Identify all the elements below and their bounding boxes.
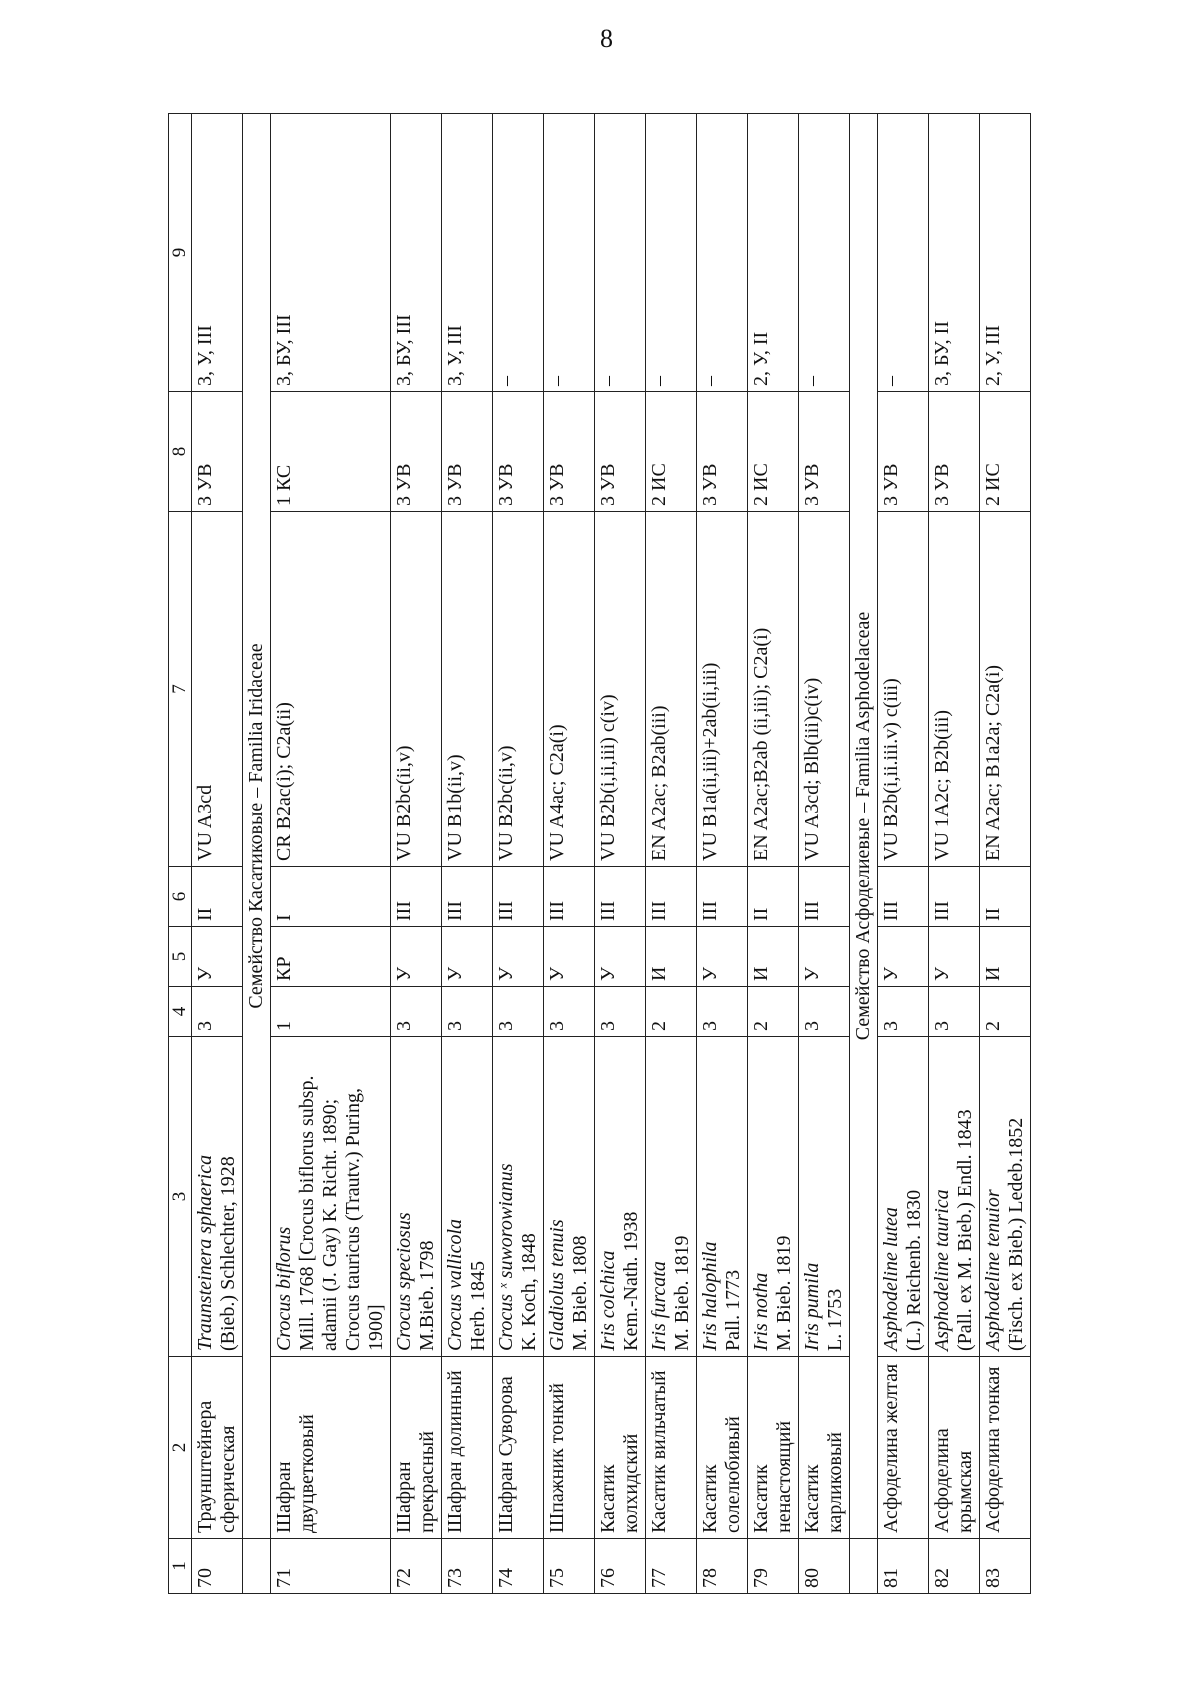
cell-c9: – <box>646 114 697 392</box>
latin-binomial: Iris pumila <box>801 1262 823 1351</box>
table-row <box>878 114 929 1594</box>
cell-c5: И <box>748 927 799 987</box>
latin-authority: M. Bieb. 1819 <box>671 1235 693 1351</box>
cell-c7: EN A2ac;B2ab (ii,iii); C2a(i) <box>748 512 799 867</box>
family-title: Семейство Асфоделиевые – Familia Asphodelaceae <box>850 114 878 1539</box>
latin-authority: M. Bieb. 1808 <box>569 1235 591 1351</box>
russian-name: Шпажник тонкий <box>544 1357 595 1539</box>
row-number: 83 <box>980 1539 1031 1594</box>
cell-c4: 2 <box>980 987 1031 1037</box>
cell-c5: У <box>493 927 544 987</box>
cell-c7: VU B1b(ii,v) <box>442 512 493 867</box>
col-header: 7 <box>169 512 192 867</box>
latin-binomial: Iris colchica <box>597 1250 619 1351</box>
col-header: 9 <box>169 114 192 392</box>
cell-c6: III <box>929 867 980 927</box>
cell-c4: 1 <box>271 987 391 1037</box>
cell-c7: VU B1a(ii,iii)+2ab(ii,iii) <box>697 512 748 867</box>
latin-binomial: Iris notha <box>750 1272 772 1351</box>
latin-authority: Herb. 1845 <box>467 1261 489 1351</box>
latin-name <box>929 1037 980 1357</box>
cell-c4: 3 <box>929 987 980 1037</box>
russian-name: Шафран Суворова <box>493 1357 544 1539</box>
cell-c8: 3 УВ <box>595 392 646 512</box>
cell-c4: 3 <box>799 987 850 1037</box>
col-header: 1 <box>169 1539 192 1594</box>
latin-authority: (Fisch. ex Bieb.) Ledeb.1852 <box>1005 1117 1027 1351</box>
russian-name: Касатик карликовый <box>799 1357 850 1539</box>
cell-c7: VU B2bc(ii,v) <box>391 512 442 867</box>
latin-binomial: Crocus speciosus <box>393 1212 415 1351</box>
cell-c7: CR B2ac(i); C2a(ii) <box>271 512 391 867</box>
russian-name: Касатик колхидский <box>595 1357 646 1539</box>
russian-name: Касатик солелюбивый <box>697 1357 748 1539</box>
cell-c8: 3 УВ <box>493 392 544 512</box>
latin-authority: (Bieb.) Schlechter, 1928 <box>217 1156 239 1351</box>
cell-c5: КР <box>271 927 391 987</box>
cell-c9: – <box>595 114 646 392</box>
russian-name: Шафран двуцветковый <box>271 1357 391 1539</box>
cell-c7: VU 1A2c; B2b(iii) <box>929 512 980 867</box>
cell-c9: 2, У, III <box>980 114 1031 392</box>
table-row <box>192 114 243 1594</box>
table-row <box>595 114 646 1594</box>
col-header: 6 <box>169 867 192 927</box>
latin-name <box>442 1037 493 1357</box>
rotated-table-container <box>168 114 1027 1594</box>
row-number: 81 <box>878 1539 929 1594</box>
row-number: 71 <box>271 1539 391 1594</box>
latin-name <box>799 1037 850 1357</box>
red-book-table <box>168 113 1031 1594</box>
latin-name <box>980 1037 1031 1357</box>
table-row <box>442 114 493 1594</box>
cell-c9: – <box>878 114 929 392</box>
cell-c6: I <box>271 867 391 927</box>
cell-c5: И <box>646 927 697 987</box>
latin-name <box>391 1037 442 1357</box>
table-row <box>493 114 544 1594</box>
cell-c9: 3, У, III <box>442 114 493 392</box>
table-row <box>748 114 799 1594</box>
family-row <box>243 114 271 1594</box>
family-row-spacer <box>850 1539 878 1594</box>
cell-c4: 2 <box>748 987 799 1037</box>
cell-c6: II <box>192 867 243 927</box>
latin-name <box>878 1037 929 1357</box>
cell-c5: У <box>595 927 646 987</box>
russian-name: Асфоделина желтая <box>878 1357 929 1539</box>
row-number: 75 <box>544 1539 595 1594</box>
russian-name: Шафран прекрасный <box>391 1357 442 1539</box>
cell-c8: 3 УВ <box>878 392 929 512</box>
row-number: 74 <box>493 1539 544 1594</box>
russian-name: Касатик вильчатый <box>646 1357 697 1539</box>
cell-c8: 3 УВ <box>544 392 595 512</box>
cell-c6: III <box>697 867 748 927</box>
cell-c5: У <box>544 927 595 987</box>
cell-c5: У <box>697 927 748 987</box>
latin-binomial: Asphodeline tenuior <box>982 1189 1004 1351</box>
family-row <box>850 114 878 1594</box>
cell-c8: 3 УВ <box>442 392 493 512</box>
cell-c6: III <box>646 867 697 927</box>
latin-binomial: Gladiolus tenuis <box>546 1219 568 1351</box>
cell-c7: VU A3cd <box>192 512 243 867</box>
cell-c8: 3 УВ <box>391 392 442 512</box>
cell-c7: VU B2bc(ii,v) <box>493 512 544 867</box>
cell-c9: – <box>697 114 748 392</box>
table-body <box>192 114 1031 1594</box>
latin-authority: M. Bieb. 1819 <box>773 1235 795 1351</box>
cell-c7: VU A3cd; Blb(iii)c(iv) <box>799 512 850 867</box>
russian-name: Асфоделина тонкая <box>980 1357 1031 1539</box>
cell-c4: 3 <box>442 987 493 1037</box>
latin-authority: Pall. 1773 <box>722 1269 744 1351</box>
cell-c5: У <box>192 927 243 987</box>
cell-c6: III <box>595 867 646 927</box>
row-number: 82 <box>929 1539 980 1594</box>
col-header: 2 <box>169 1357 192 1539</box>
column-number-header-row <box>169 114 192 1594</box>
cell-c5: И <box>980 927 1031 987</box>
cell-c8: 3 УВ <box>929 392 980 512</box>
table-row <box>697 114 748 1594</box>
cell-c9: – <box>799 114 850 392</box>
latin-authority: Mill. 1768 [Crocus biflorus subsp. adamii (J. Gay) K. Richt. 1890; Crocus tauricus (Trautv.) Puring, 1900] <box>296 1075 387 1351</box>
latin-name <box>646 1037 697 1357</box>
cell-c8: 3 УВ <box>697 392 748 512</box>
cell-c8: 2 ИС <box>646 392 697 512</box>
latin-binomial: Crocus ˣ suworowianus <box>495 1163 517 1351</box>
cell-c9: 2, У, II <box>748 114 799 392</box>
cell-c6: II <box>748 867 799 927</box>
cell-c8: 2 ИС <box>980 392 1031 512</box>
family-row-spacer <box>243 1539 271 1594</box>
latin-name <box>697 1037 748 1357</box>
cell-c6: III <box>799 867 850 927</box>
russian-name: Касатик ненастоящий <box>748 1357 799 1539</box>
cell-c6: III <box>391 867 442 927</box>
latin-authority: (Pall. ex M. Bieb.) Endl. 1843 <box>954 1109 976 1351</box>
col-header: 4 <box>169 987 192 1037</box>
latin-authority: M.Bieb. 1798 <box>416 1240 438 1351</box>
table-row <box>391 114 442 1594</box>
table-row <box>799 114 850 1594</box>
row-number: 70 <box>192 1539 243 1594</box>
cell-c7: EN A2ac; B1a2a; C2a(i) <box>980 512 1031 867</box>
cell-c5: У <box>878 927 929 987</box>
row-number: 77 <box>646 1539 697 1594</box>
cell-c9: 3, БУ, III <box>271 114 391 392</box>
row-number: 78 <box>697 1539 748 1594</box>
latin-authority: K. Koch, 1848 <box>518 1233 540 1351</box>
cell-c6: III <box>442 867 493 927</box>
cell-c5: У <box>799 927 850 987</box>
russian-name: Траунштейнера сферическая <box>192 1357 243 1539</box>
row-number: 72 <box>391 1539 442 1594</box>
latin-binomial: Iris furcata <box>648 1261 670 1351</box>
latin-name <box>271 1037 391 1357</box>
latin-authority: (L.) Reichenb. 1830 <box>903 1189 925 1351</box>
cell-c6: III <box>544 867 595 927</box>
col-header: 5 <box>169 927 192 987</box>
cell-c4: 3 <box>192 987 243 1037</box>
cell-c4: 3 <box>697 987 748 1037</box>
cell-c4: 2 <box>646 987 697 1037</box>
cell-c4: 3 <box>391 987 442 1037</box>
cell-c7: VU B2b(i,ii.iii.v) c(iii) <box>878 512 929 867</box>
cell-c8: 1 КС <box>271 392 391 512</box>
col-header: 8 <box>169 392 192 512</box>
cell-c5: У <box>442 927 493 987</box>
table-row <box>929 114 980 1594</box>
table-row <box>544 114 595 1594</box>
row-number: 80 <box>799 1539 850 1594</box>
latin-name <box>748 1037 799 1357</box>
cell-c6: III <box>878 867 929 927</box>
cell-c4: 3 <box>878 987 929 1037</box>
cell-c9: – <box>544 114 595 392</box>
latin-binomial: Traunsteinera sphaerica <box>194 1154 216 1351</box>
cell-c6: II <box>980 867 1031 927</box>
cell-c8: 3 УВ <box>799 392 850 512</box>
cell-c5: У <box>929 927 980 987</box>
cell-c5: У <box>391 927 442 987</box>
russian-name: Шафран долинный <box>442 1357 493 1539</box>
table-row <box>980 114 1031 1594</box>
cell-c7: VU A4ac; C2a(i) <box>544 512 595 867</box>
latin-binomial: Crocus vallicola <box>444 1218 466 1351</box>
cell-c7: VU B2b(i,ii,iii) c(iv) <box>595 512 646 867</box>
row-number: 76 <box>595 1539 646 1594</box>
latin-authority: L. 1753 <box>824 1288 846 1351</box>
table-row <box>646 114 697 1594</box>
cell-c9: 3, БУ, III <box>391 114 442 392</box>
latin-binomial: Asphodeline taurica <box>931 1189 953 1351</box>
cell-c9: – <box>493 114 544 392</box>
latin-name <box>595 1037 646 1357</box>
cell-c7: EN A2ac; B2ab(iii) <box>646 512 697 867</box>
latin-binomial: Asphodeline lutea <box>880 1207 902 1351</box>
cell-c8: 2 ИС <box>748 392 799 512</box>
latin-name <box>544 1037 595 1357</box>
cell-c6: III <box>493 867 544 927</box>
cell-c9: 3, БУ, II <box>929 114 980 392</box>
row-number: 79 <box>748 1539 799 1594</box>
table-row <box>271 114 391 1594</box>
latin-name <box>192 1037 243 1357</box>
col-header: 3 <box>169 1037 192 1357</box>
latin-authority: Kem.-Nath. 1938 <box>620 1211 642 1351</box>
cell-c9: 3, У, III <box>192 114 243 392</box>
family-title: Семейство Касатиковые – Familia Iridaceae <box>243 114 271 1539</box>
cell-c4: 3 <box>544 987 595 1037</box>
russian-name: Асфоделина крымская <box>929 1357 980 1539</box>
cell-c8: 3 УВ <box>192 392 243 512</box>
latin-binomial: Crocus biflorus <box>273 1226 295 1351</box>
row-number: 73 <box>442 1539 493 1594</box>
latin-binomial: Iris halophila <box>699 1241 721 1351</box>
page-number: 8 <box>600 24 613 53</box>
latin-name <box>493 1037 544 1357</box>
cell-c4: 3 <box>595 987 646 1037</box>
cell-c4: 3 <box>493 987 544 1037</box>
